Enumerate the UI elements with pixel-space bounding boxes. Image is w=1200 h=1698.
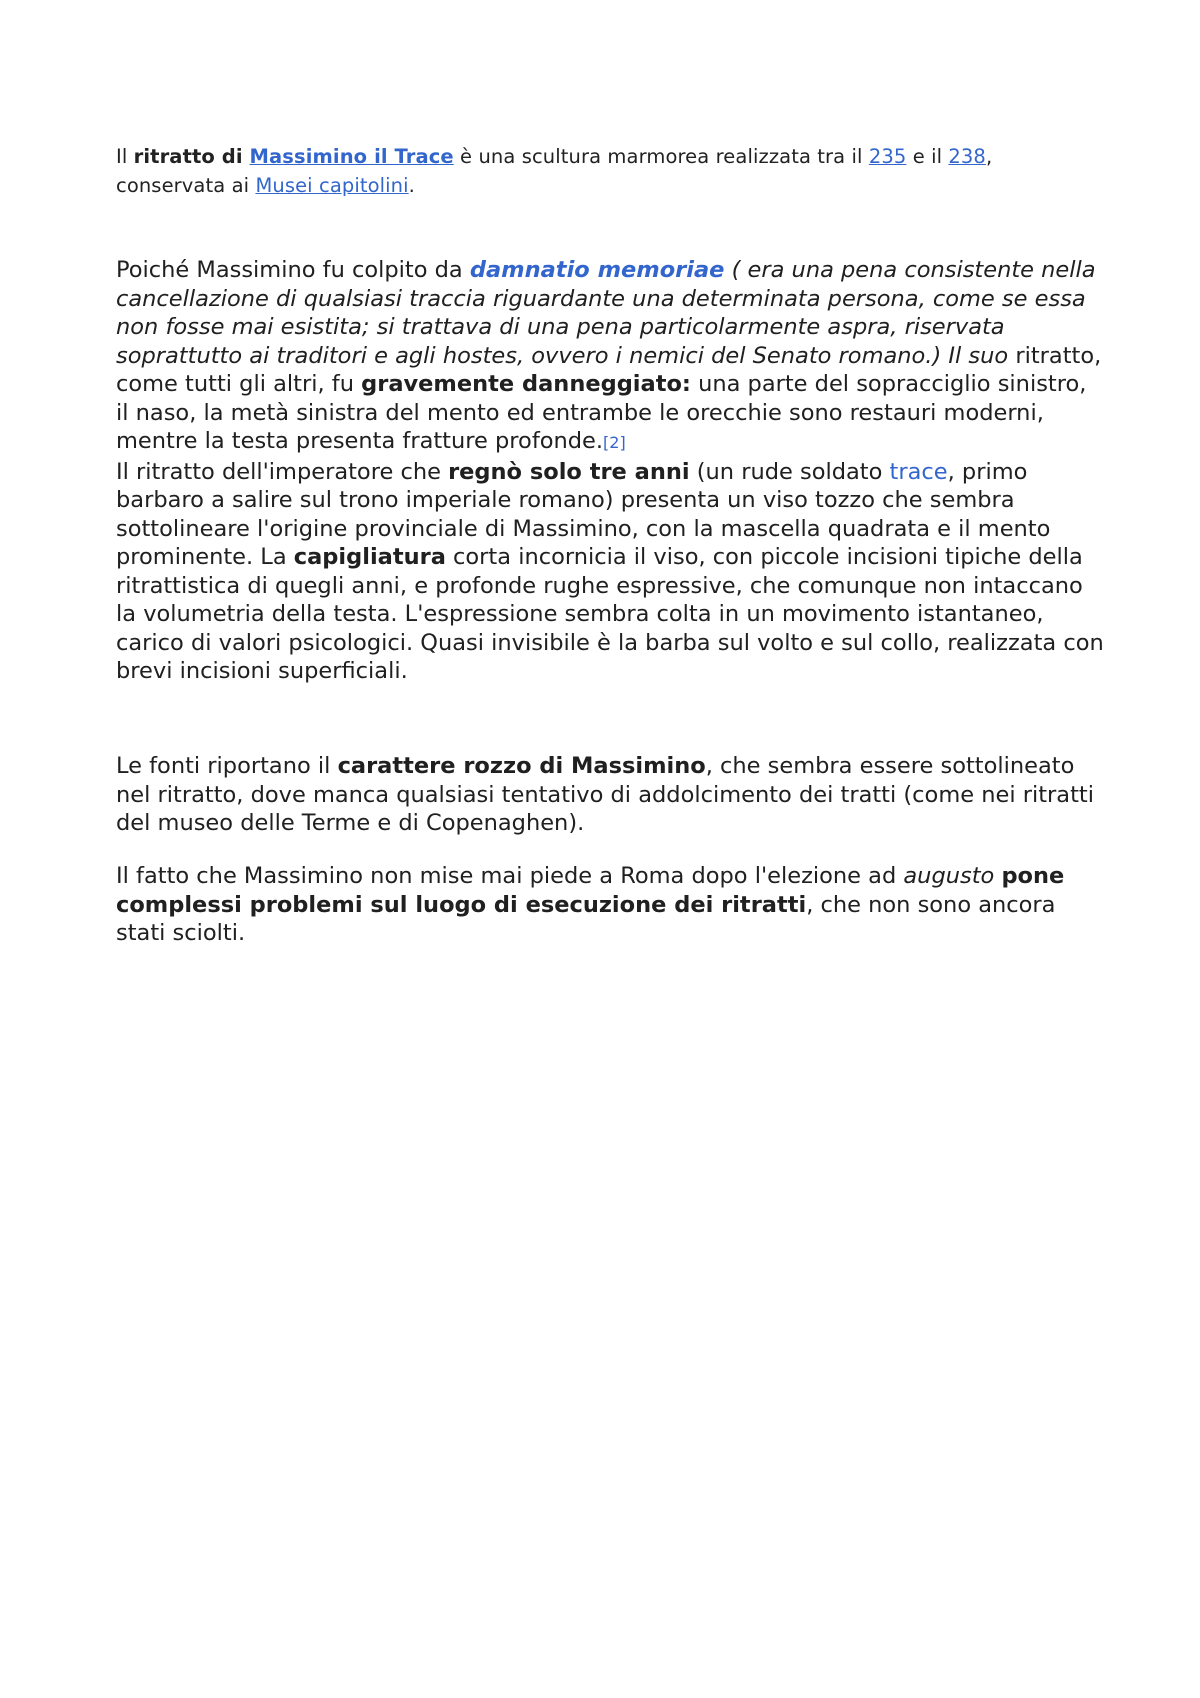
intro-bold-ritratto: ritratto di bbox=[133, 145, 250, 168]
intro-text: è una scultura marmorea realizzata tra il bbox=[453, 145, 869, 168]
italic-augusto: augusto bbox=[903, 863, 995, 889]
paragraph-text: Il fatto che Massimino non mise mai piede a Roma dopo l'elezione ad bbox=[116, 863, 904, 889]
paragraph-text: corta incornicia il viso, con piccole incisioni tipiche della ritrattistica di quegli anni, e profonde rughe espressive, che comunque non intaccano la volumetria della testa. L'espressione sembra colta in un movimento istantaneo, carico di valori psicologici. Quasi invisibile è la barba sul volto e sul collo, realizzata con brevi incisioni superficiali. bbox=[116, 544, 1104, 684]
paragraph-text: Poiché Massimino fu colpito da bbox=[116, 257, 470, 283]
link-235[interactable]: 235 bbox=[868, 145, 907, 168]
link-238[interactable]: 238 bbox=[948, 145, 986, 168]
paragraph-text: , primo barbaro a salire sul trono imperiale romano) presenta un viso tozzo che sembra sottolineare l'origine provinciale di Massimino, con la mascella quadrata e il mento prominente. La bbox=[116, 458, 1051, 570]
link-trace[interactable]: trace bbox=[889, 458, 948, 485]
paragraph-text: , che sembra essere sottolineato nel ritratto, dove manca qualsiasi tentativo di addolcimento dei tratti (come nei ritratti del museo delle Terme e di Copenaghen). bbox=[116, 753, 1094, 836]
paragraph-text: Le fonti riportano il bbox=[116, 753, 338, 779]
intro-text: e il bbox=[906, 145, 949, 168]
link-massimino-il-trace[interactable]: Massimino il Trace bbox=[249, 145, 454, 168]
intro-paragraph bbox=[116, 142, 1106, 200]
roma-paragraph bbox=[116, 862, 1106, 948]
intro-text: , conservata ai bbox=[116, 145, 993, 197]
damnatio-memoriae-term: damnatio memoriae bbox=[469, 257, 725, 283]
bold-gravemente-danneggiato: gravemente danneggiato: bbox=[361, 371, 691, 397]
intro-text: . bbox=[408, 174, 415, 197]
damnatio-paragraph bbox=[116, 256, 1106, 686]
bold-regno-solo-tre-anni: regnò solo tre anni bbox=[448, 458, 690, 485]
intro-text: Il bbox=[116, 145, 134, 168]
paragraph-text: una parte del sopracciglio sinistro, il naso, la metà sinistra del mento ed entrambe le orecchie sono restauri moderni, mentre la testa presenta fratture profonde. bbox=[116, 371, 1087, 454]
bold-capigliatura: capigliatura bbox=[293, 544, 446, 570]
link-musei-capitolini[interactable]: Musei capitolini bbox=[255, 174, 409, 197]
paragraph-text: Il ritratto dell'imperatore che bbox=[116, 458, 449, 485]
carattere-paragraph bbox=[116, 752, 1106, 838]
paragraph-text: (un rude soldato bbox=[689, 458, 890, 485]
bold-pone-complessi-problemi: pone complessi problemi sul luogo di esecuzione dei ritratti bbox=[116, 863, 1065, 918]
paragraph-text: , che non sono ancora stati sciolti. bbox=[116, 891, 1056, 946]
footnote-ref-2[interactable]: [2] bbox=[603, 433, 626, 452]
paragraph-text: ritratto, come tutti gli altri, fu bbox=[116, 342, 1102, 397]
damnatio-explanation: ( era una pena consistente nella cancellazione di qualsiasi traccia riguardante una determinata persona, come se essa non fosse mai esistita; si trattava di una pena particolarmente aspra, riservata soprattutto ai traditori e agli hostes, ovvero i nemici del Senato romano.) Il suo bbox=[116, 257, 1096, 369]
bold-carattere-rozzo: carattere rozzo di Massimino bbox=[337, 753, 706, 779]
